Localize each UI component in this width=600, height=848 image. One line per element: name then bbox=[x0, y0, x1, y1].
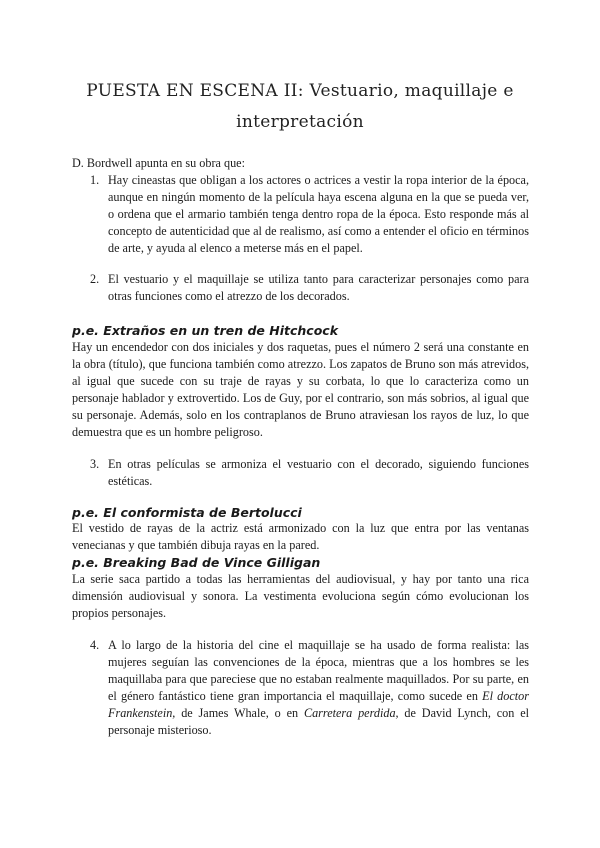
list-item-3 bbox=[90, 456, 529, 490]
film-title-frankenstein: El doctor Frankenstein, bbox=[108, 689, 529, 720]
example-text-breaking-bad: La serie saca partido a todas las herramientas del audiovisual, y hay por tanto una rica dimensión audiovisual y sonora. La vestimenta evoluciona según cómo evolucionan los propios personajes. bbox=[72, 572, 529, 620]
list-text: El vestuario y el maquillaje se utiliza tanto para caracterizar personajes como para otras funciones como el atrezzo de los decorados. bbox=[108, 272, 529, 303]
list-text: Hay cineastas que obligan a los actores o actrices a vestir la ropa interior de la época, aunque en ningún momento de la película haya escena alguna en la que se pueda ver, o ordena que el armario también tenga dentro ropa de la época. Esto responde más al concepto de autenticidad que al de realismo, así como a entender el oficio en términos de arte, y ayuda al elenco a meterse más en el papel. bbox=[108, 173, 529, 255]
list-text-part: de James Whale, o en bbox=[175, 706, 304, 720]
example-heading-hitchcock: p.e. Extraños en un tren de Hitchcock bbox=[72, 323, 339, 338]
list-number: 4. bbox=[90, 638, 100, 652]
film-title-carretera-perdida: Carretera perdida, bbox=[303, 706, 399, 720]
example-heading-breaking-bad: p.e. Breaking Bad de Vince Gilligan bbox=[72, 555, 321, 570]
list-number: 3. bbox=[90, 457, 100, 471]
list-text bbox=[108, 637, 529, 739]
title-line-1: PUESTA EN ESCENA II: Vestuario, maquillaje e bbox=[86, 81, 514, 101]
title-line-2: interpretación bbox=[236, 112, 364, 132]
example-text-bertolucci: El vestido de rayas de la actriz está armonizado con la luz que entra por las ventanas venecianas y que también dibuja rayas en la pared. bbox=[72, 521, 529, 552]
page-title bbox=[40, 76, 560, 138]
list-item-4 bbox=[90, 637, 529, 739]
list-item-1 bbox=[90, 172, 529, 257]
list-text-part: A lo largo de la historia del cine el maquillaje se ha usado de forma realista: las mujeres seguían las convenciones de la época, mientras que a los hombres se les maquillaba para que pareciese que no estaban realmente maquillados. Por su parte, en el género fantástico tiene gran importancia el maquillaje, como sucede en bbox=[108, 638, 529, 703]
list-number: 1. bbox=[90, 173, 100, 187]
intro-text: D. Bordwell apunta en su obra que: bbox=[72, 156, 245, 170]
example-heading-bertolucci: p.e. El conformista de Bertolucci bbox=[72, 505, 302, 520]
example-text-hitchcock: Hay un encendedor con dos iniciales y dos raquetas, pues el número 2 será una constante en la obra (título), que funciona también como atrezzo. Los zapatos de Bruno son más atrevidos, al igual que sucede con su traje de rayas y su corbata, lo que lo caracteriza como un personaje hablador y extrovertido. Los de Guy, por el contrario, son más sobrios, al igual que su personaje. Además, solo en los contraplanos de Bruno atraviesan los rayos de luz, lo que demuestra que es un hombre peligroso. bbox=[72, 340, 529, 439]
list-text-part: de David Lynch, con el personaje misterioso. bbox=[108, 706, 529, 737]
list-item-2 bbox=[90, 271, 529, 305]
list-text: En otras películas se armoniza el vestuario con el decorado, siguiendo funciones estéticas. bbox=[108, 457, 529, 488]
list-number: 2. bbox=[90, 272, 100, 286]
